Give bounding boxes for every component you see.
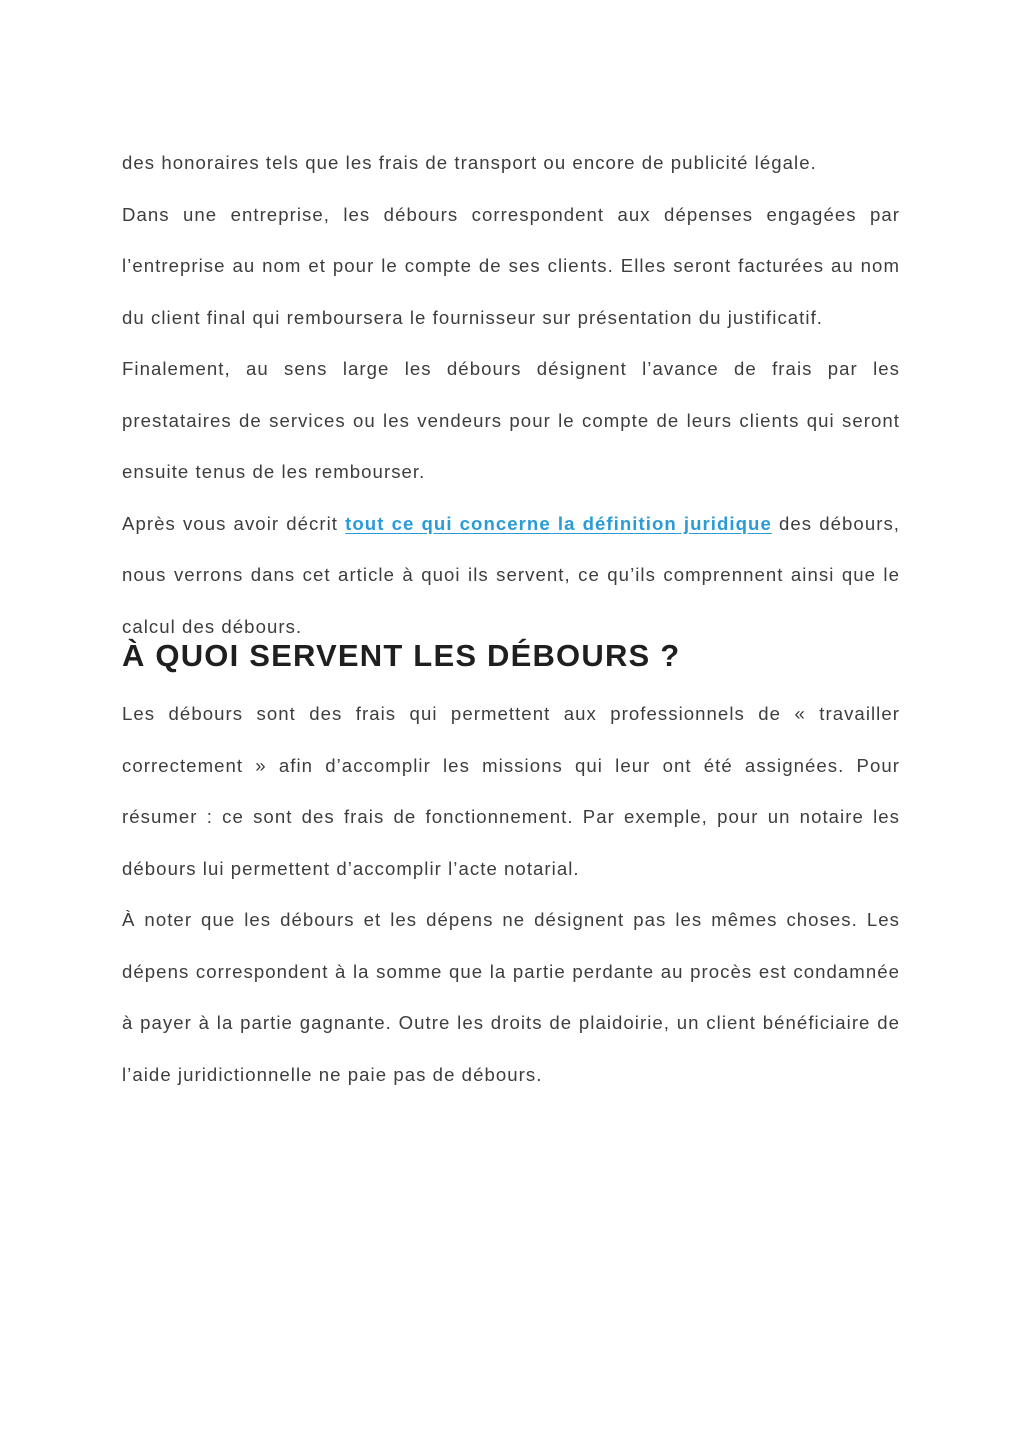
link-paragraph-after: des débours, nous verrons dans cet article à quoi ils servent, ce qu’ils comprennent ainsi que le calcul des débours. (122, 512, 901, 637)
paragraph-entreprise: Dans une entreprise, les débours correspondent aux dépenses engagées par l’entreprise au nom et pour le compte de ses clients. Elles seront facturées au nom du client final qui remboursera le fournisseur sur présentation du justificatif. (122, 203, 900, 328)
paragraph-sens-large: Finalement, au sens large les débours désignent l’avance de frais par les prestataires de services ou les vendeurs pour le compte de leurs clients qui seront ensuite tenus de les rembourser. (122, 358, 900, 482)
paragraph-debours-depens: À noter que les débours et les dépens ne désignent pas les mêmes choses. Les dépens correspondent à la somme que la partie perdante au procès est condamnée à payer à la partie gagnante. Outre les droits de plaidoirie, un client bénéficiaire de l’aide juridictionnelle ne paie pas de débours. (122, 909, 900, 1085)
link-paragraph-before: Après vous avoir décrit (122, 512, 346, 534)
paragraph-with-link (122, 498, 900, 653)
paragraph-publicite: des honoraires tels que les frais de transport ou encore de publicité légale. (122, 152, 817, 173)
document-page (122, 137, 900, 1100)
paragraph-frais-fonctionnement: Les débours sont des frais qui permettent aux professionnels de « travailler correctement » afin d’accomplir les missions qui leur ont été assignées. Pour résumer : ce sont des frais de fonctionnement. Par exemple, pour un notaire les débours lui permettent d’accomplir l’acte notarial. (122, 703, 900, 879)
definition-juridique-link[interactable]: tout ce qui concerne la définition juridique (345, 512, 772, 534)
section-heading: À QUOI SERVENT LES DÉBOURS ? (122, 638, 681, 673)
